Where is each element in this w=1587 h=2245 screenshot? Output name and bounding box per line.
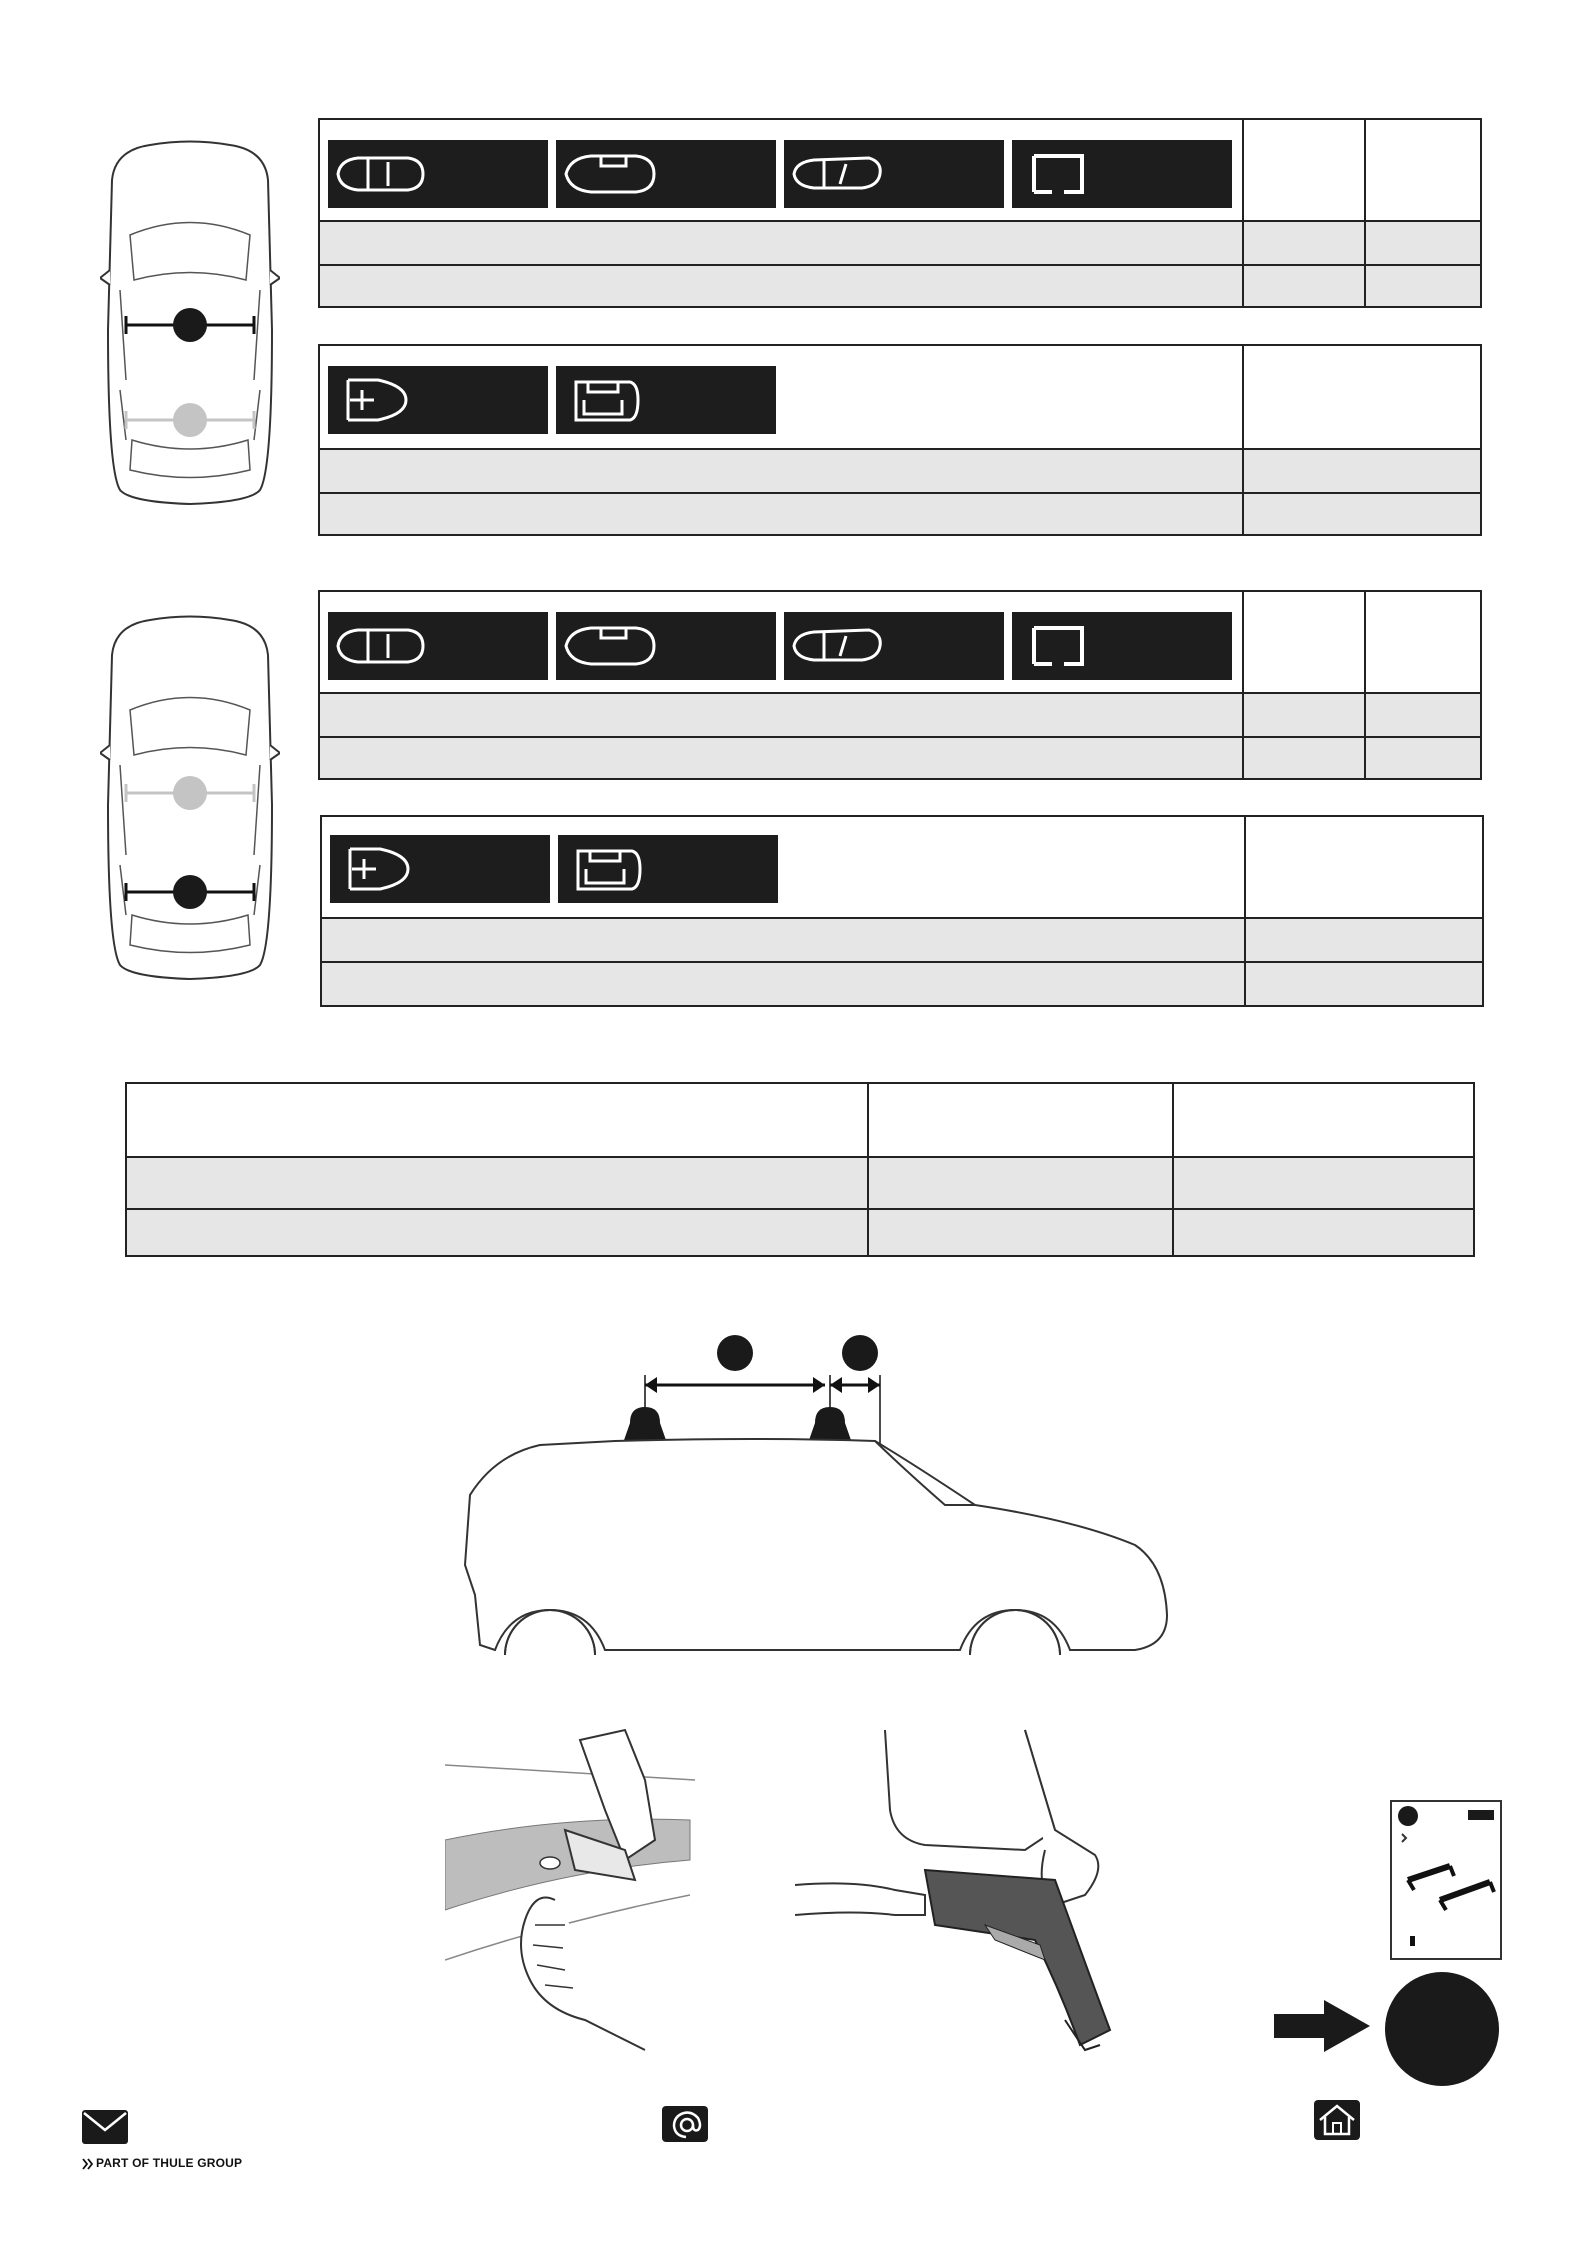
home-icon [1314, 2100, 1360, 2140]
manual-booklet-icon [1390, 1800, 1502, 1960]
brand-chevron-icon [82, 2157, 94, 2169]
arrow-right-icon [1272, 1998, 1372, 2054]
profile-clamp [330, 835, 550, 903]
dimension-a-marker [717, 1335, 753, 1371]
profile-squarebar [1012, 140, 1232, 208]
front-bar-table [318, 118, 1482, 308]
table-row [322, 961, 1482, 1005]
profile-clamp-slot [556, 366, 776, 434]
profile-wingbar-edge [784, 140, 1004, 208]
car-top-front [100, 140, 280, 510]
front-clamp-table [318, 344, 1482, 536]
profile-clamp-icon [330, 835, 550, 903]
profile-clamp-slot-icon [556, 366, 776, 434]
profile-wingbar-slot-icon [556, 140, 776, 208]
brand-text: PART OF THULE GROUP [96, 2156, 243, 2170]
profile-wingbar-icon [328, 140, 548, 208]
profile-wingbar-slot [556, 612, 776, 680]
car-top-rear-icon [100, 615, 280, 985]
profile-wingbar-edge-icon [784, 140, 1004, 208]
email-at-icon [662, 2106, 708, 2142]
profile-wingbar [328, 140, 548, 208]
next-page-arrow [1272, 1998, 1372, 2054]
table-row [320, 736, 1480, 778]
profile-squarebar-icon [1012, 140, 1232, 208]
mounting-hand-icon [445, 1720, 705, 2060]
profile-wingbar [328, 612, 548, 680]
mounting-clamp-icon [795, 1720, 1175, 2060]
dimension-b-marker [842, 1335, 878, 1371]
rear-clamp-table [320, 815, 1484, 1007]
car-side-view [455, 1325, 1175, 1705]
table-row [320, 264, 1480, 306]
table-row [322, 917, 1482, 961]
table-row [127, 1208, 1473, 1255]
profile-squarebar [1012, 612, 1232, 680]
table-row [320, 448, 1480, 492]
profile-wingbar-slot-icon [556, 612, 776, 680]
table-row [320, 220, 1480, 264]
profile-clamp [328, 366, 548, 434]
table-row [320, 692, 1480, 736]
car-top-rear [100, 615, 280, 985]
profile-wingbar-icon [328, 612, 548, 680]
rear-bar-table [318, 590, 1482, 780]
table-row [320, 492, 1480, 534]
mail-icon [82, 2110, 128, 2144]
car-side-icon [455, 1325, 1175, 1705]
summary-table [125, 1082, 1475, 1257]
profile-wingbar-edge [784, 612, 1004, 680]
profile-clamp-slot [558, 835, 778, 903]
table-row [127, 1156, 1473, 1208]
profile-clamp-slot-icon [558, 835, 778, 903]
mounting-detail-right [795, 1720, 1175, 2060]
manual-booklet [1390, 1800, 1502, 1960]
profile-squarebar-icon [1012, 612, 1232, 680]
profile-clamp-icon [328, 366, 548, 434]
profile-wingbar-slot [556, 140, 776, 208]
next-step-circle [1385, 1972, 1499, 2086]
profile-wingbar-edge-icon [784, 612, 1004, 680]
mounting-detail-left [445, 1720, 705, 2060]
car-top-front-icon [100, 140, 280, 510]
